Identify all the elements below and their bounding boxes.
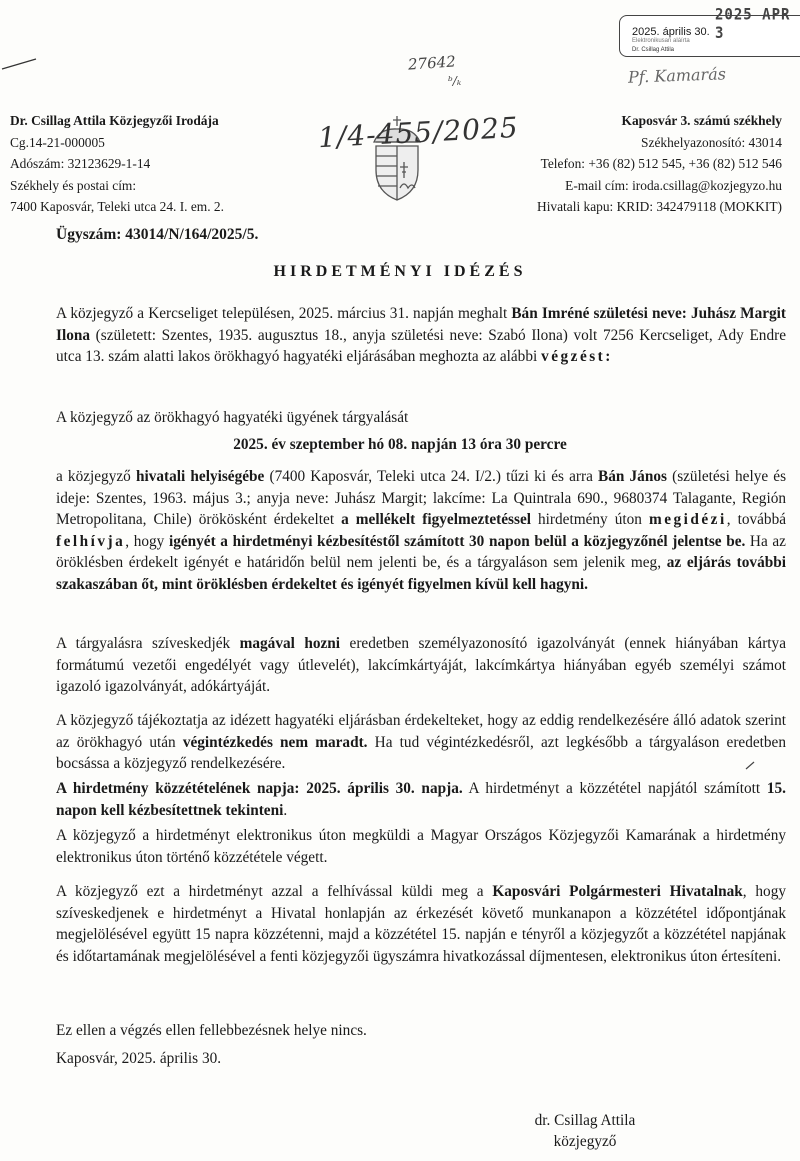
office-name: Dr. Csillag Attila Közjegyzői Irodája [10, 113, 219, 128]
office-header-left [10, 110, 330, 218]
deceased-name: Bán Imréné születési neve: Juhász Margit Ilona [56, 305, 786, 344]
intro-paragraph: A közjegyző a Kercseliget településen, 2025. március 31. napján meghalt Bán Imréné születési neve: Juhász Margit Ilona (született: Szentes, 1935. augusztus 18., anyja születési neve: Szabó Ilona) volt 7256 Kercseliget, Ady Endre utca 13. szám alatti lakos örökhagyó hagyatéki eljárásában meghozta az alábbi végzést: [56, 305, 786, 366]
stamp-small-text: Elektronikusan aláírta [632, 38, 690, 44]
will-paragraph: A közjegyző tájékoztatja az idézett hagyatéki eljárásban érdekelteket, hogy az eddig rendelkezésére álló adatok szerint az örökhagyó után végintézkedés nem maradt. Ha tud végintézkedésről, azt legkésőbb a tárgyaláson eredetben bocsássa a közjegyző rendelkezésére. [56, 712, 786, 773]
office-gateway: Hivatali kapu: KRID: 342479118 (MOKKIT) [537, 199, 782, 214]
appeal-notice: Ez ellen a végzés ellen fellebbezésnek helye nincs. [56, 1022, 367, 1039]
mayor-office-paragraph: A közjegyző ezt a hirdetményt azzal a felhívással küldi meg a Kaposvári Polgármesteri Hivatalnak, hogy szíveskedjenek e hirdetményt a Hivatal honlapján az érkezését követő munkanapon a közzététel időpontjának megjelölésével együtt 15 napra közzétenni, majd a közzététel 15. napján e tényről a közjegyzőt a közzététel napjának és időtartamának megjelölésével a fenti közjegyzői ügyszámra hivatkozással díjmentesen, elektronikus úton értesíteni. [56, 883, 786, 965]
place-and-date: Kaposvár, 2025. április 30. [56, 1050, 222, 1067]
seat-id: Székhelyazonosító: 43014 [641, 134, 782, 150]
signatory-title: közjegyző [553, 1133, 617, 1150]
decision-word: végzést: [541, 348, 613, 366]
seat-label: Székhely és postai cím: [10, 177, 137, 193]
signatory-name: dr. Csillag Attila [534, 1112, 636, 1129]
hearing-date: 2025. év szeptember hó 08. napján 13 óra 30 percre [233, 436, 567, 453]
handwritten-registry-mark: ᵇ/ₖ [448, 74, 462, 88]
office-address: 7400 Kaposvár, Teleki utca 24. I. em. 2. [10, 199, 224, 214]
received-date-stamp: 2025 APR 3 [715, 5, 791, 43]
chamber-paragraph: A közjegyző a hirdetményt elektronikus úton megküldi a Magyar Országos Közjegyzői Kamarának a hirdetmény elektronikus úton történő közzététele végett. [56, 827, 786, 866]
documents-paragraph: A tárgyalásra szíveskedjék magával hozni eredetben személyazonosító igazolványát (ennek hiányában kártya formátumú vezetői engedélyét vagy útlevelét), lakcímkártyáját, lakcímkártya hiányában egyéb személyi számot igazoló igazolványát, adókártyáját. [56, 635, 786, 696]
hearing-intro: A közjegyző az örökhagyó hagyatéki ügyének tárgyalását [56, 409, 409, 426]
publication-paragraph: A hirdetmény közzétételének napja: 2025. április 30. napja. A hirdetményt a közzététel napjától számított 15. napon kell kézbesítettnek tekinteni. [56, 780, 786, 819]
handwritten-case-reference: 1/4-455/2025 [317, 110, 520, 155]
stamp-date: 2025. április 30. [632, 26, 710, 38]
margin-pen-mark [0, 55, 40, 75]
document-title: HIRDETMÉNYI IDÉZÉS [273, 263, 527, 280]
seat-name: Kaposvár 3. számú székhely [621, 113, 782, 128]
summons-paragraph: a közjegyző hivatali helyiségébe (7400 Kaposvár, Teleki utca 24. I/2.) tűzi ki és arra Bán János (születési helye és ideje: Szentes, 1963. május 3.; anyja neve: Juhász Margit; lakcíme: La Quintrala 690., 9680374 Talagante, Región Metropolitana, Chile) örökösként érdekeltet a mellékelt figyelmeztetéssel hirdetmény úton megidézi, továbbá felhívja, hogy igényét a hirdetményi kézbesítéstől számított 30 napon belül a közjegyzőnél jelentse be. Ha az öröklésben érdekelt igényét e határidőn belül nem jelenti be, és a tárgyaláson sem jelenik meg, az eljárás további szakaszában őt, mint öröklésben érdekeltet és igényét figyelmen kívül kell hagyni. [56, 468, 787, 593]
office-header-right [442, 110, 782, 218]
signature-block [460, 1110, 710, 1152]
heir-name: Bán János [598, 468, 667, 485]
case-number: Ügyszám: 43014/N/164/2025/5. [56, 226, 259, 243]
handwritten-signature-top: Pf. Kamarás [627, 64, 727, 87]
handwritten-registry-number: 27642 [407, 52, 457, 74]
tax-number: Adószám: 32123629-1-14 [10, 156, 151, 171]
stamp-owner: Dr. Csillag Attila [632, 47, 675, 53]
margin-tick-mark [744, 758, 758, 772]
email-address: E-mail cím: iroda.csillag@kozjegyzo.hu [565, 177, 782, 193]
phone-numbers: Telefon: +36 (82) 512 545, +36 (82) 512 546 [540, 156, 782, 171]
registration-number: Cg.14-21-000005 [10, 134, 105, 150]
